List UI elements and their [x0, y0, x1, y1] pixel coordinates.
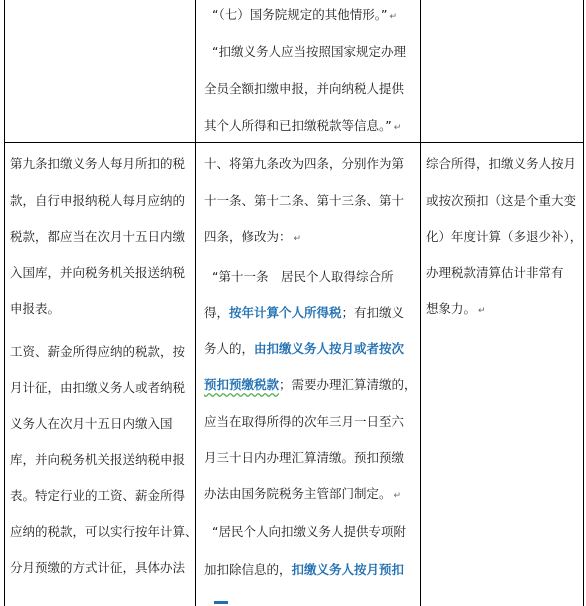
text: 得， [204, 305, 230, 320]
text-line: “居民个人向扣缴义务人提供专项附 [212, 524, 406, 539]
text-line: 想象力。 ↵ [426, 301, 486, 316]
highlight-text: 扣缴义务人按月预扣 [291, 562, 405, 577]
text-line: 办理税款清算估计非常有 [426, 265, 564, 280]
text-line: 十一条、第十二条、第十三条、第十 [204, 193, 405, 208]
clipped-text-fragment [214, 598, 234, 604]
text: 办法由国务院税务主管部门制定。 [204, 486, 392, 501]
top-middle-cell [204, 0, 418, 142]
text-line: 库，并向税务机关报送纳税申报 [10, 452, 186, 467]
column-divider-2 [420, 0, 421, 606]
left-border [4, 0, 5, 606]
text-line: “第十一条 居民个人取得综合所 [212, 269, 394, 284]
text: “（七）国务院规定的其他情形。” [212, 7, 388, 22]
text-line: 应纳的税款，可以实行按年计算、 [10, 524, 198, 539]
text-line: 化）年度计算（多退少补）， [426, 229, 583, 244]
text-line [204, 304, 404, 321]
text-line: 其个人所得和已扣缴税款等信息。” ↵ [204, 118, 402, 133]
right-border [583, 0, 584, 606]
original-text-cell [10, 143, 198, 606]
text-line: “（七）国务院规定的其他情形。” ↵ [212, 7, 397, 22]
amended-text-cell [204, 143, 418, 606]
text-line [212, 43, 406, 60]
commentary-cell [426, 143, 582, 606]
text: “扣缴义务人应当按照国家规定办理 [212, 44, 406, 59]
text-line: 入国库，并向税务机关报送纳税 [10, 265, 186, 280]
text: 想象力。 [426, 301, 477, 316]
highlight-text: 按年计算个人所得税 [229, 305, 342, 320]
text-line: 月三十日内办理汇算清缴。预扣预缴 [204, 450, 405, 465]
text-line: 表。特定行业的工资、薪金所得 [10, 488, 186, 503]
column-divider-1 [195, 0, 196, 606]
text: ；需要办理汇算清缴的， [279, 377, 417, 392]
text-line: 申报表。 [10, 301, 61, 316]
text-line: 办法由国务院税务主管部门制定。 ↵ [204, 486, 402, 501]
text-line: 或按次预扣（这是个重大变 [426, 193, 577, 208]
text: 其个人所得和已扣缴税款等信息。” [204, 118, 392, 133]
text-line: 综合所得，扣缴义务人按月 [426, 156, 577, 171]
text-line [204, 80, 404, 97]
text-line: 月计征，由扣缴义务人或者纳税 [10, 380, 186, 395]
text-line [204, 376, 417, 393]
highlight-text: 预扣预缴税款 [204, 377, 280, 392]
text-line: 税款，都应当在次月十五日内缴 [10, 229, 186, 244]
text: 四条，修改为： [204, 229, 292, 244]
text: 全员全额扣缴申报，并向纳税人提供 [204, 81, 405, 96]
text-line: 款，自行申报纳税人每月应纳的 [10, 193, 186, 208]
text: ；有扣缴义 [341, 305, 405, 320]
text-line [204, 340, 404, 357]
highlight-text: 由扣缴义务人按月或者按次 [254, 341, 405, 356]
text-line: 应当在取得所得的次年三月一日至六 [204, 414, 405, 429]
text: 加扣除信息的， [204, 562, 292, 577]
text-line: 十、将第九条改为四条，分别作为第 [204, 156, 405, 171]
text: 务人的， [204, 341, 255, 356]
text-line: 义务人在次月十五日内缴入国 [10, 416, 173, 431]
text-line: 第九条扣缴义务人每月所扣的税 [10, 156, 186, 171]
text-line: 分月预缴的方式计征，具体办法 [10, 560, 186, 575]
text-line: 四条，修改为： ↵ [204, 229, 302, 244]
text-line [204, 561, 404, 578]
text-line: 工资、薪金所得应纳的税款，按 [10, 344, 186, 359]
